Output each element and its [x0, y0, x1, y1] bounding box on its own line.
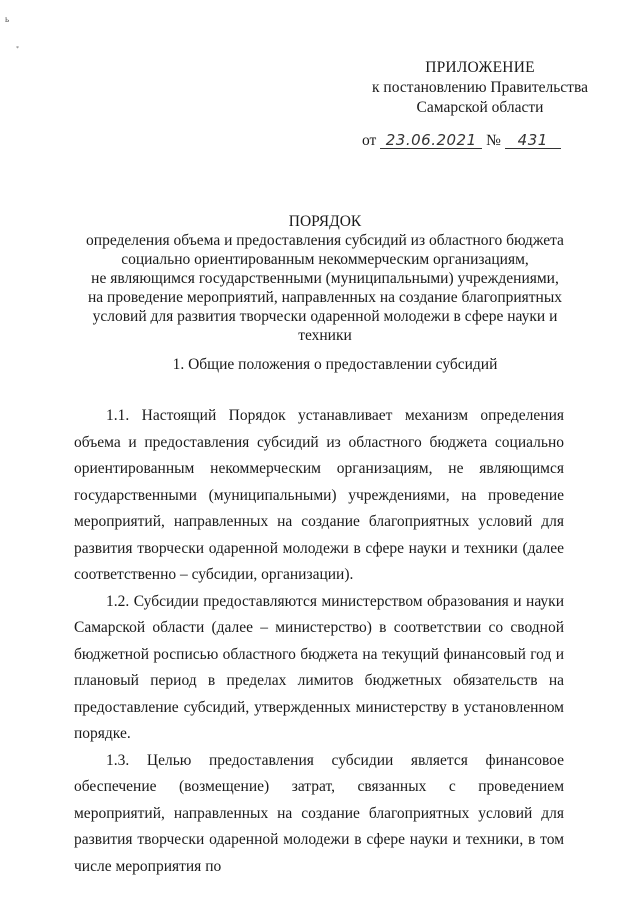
title-line: техники — [298, 327, 352, 344]
title-line: не являющимся государственными (муниципальными) учреждениями, — [91, 270, 559, 287]
title-heading: ПОРЯДОК — [288, 213, 362, 230]
resolution-dateline — [362, 132, 561, 150]
appendix-title: ПРИЛОЖЕНИЕ — [425, 59, 535, 76]
title-line: на проведение мероприятий, направленных на создание благоприятных — [87, 289, 563, 306]
date-prefix: от — [362, 132, 377, 149]
appendix-line-3: Самарской области — [416, 99, 544, 116]
appendix-line-2: к постановлению Правительства — [372, 79, 588, 96]
appendix-header — [330, 58, 630, 118]
scan-artifact-mark: ь — [5, 14, 10, 24]
paragraph-1-3: 1.3. Целью предоставления субсидии является финансовое обеспечение (возмещение) затрат, связанных с проведением мероприятий, направленных на создание благоприятных условий для развития творчески одаренной молодежи в сфере науки и техники, в том числе мероприятия по — [74, 751, 564, 875]
scan-artifact-dot: * — [16, 46, 19, 52]
paragraph-1-2: 1.2. Субсидии предоставляются министерством образования и науки Самарской области (далее – министерство) в соответствии со сводной бюджетной росписью областного бюджета на текущий финансовый год и плановый период в пределах лимитов бюджетных обязательств на предоставление субсидий, утвержденных министерству в установленном порядке. — [74, 592, 564, 742]
document-title — [40, 212, 610, 345]
title-line: социально ориентированным некоммерческим организациям, — [121, 251, 529, 268]
title-line: условий для развития творчески одаренной молодежи в сфере науки и — [92, 308, 558, 325]
handwritten-date: 23.06.2021 — [380, 132, 482, 149]
title-line: определения объема и предоставления субсидий из областного бюджета — [86, 232, 564, 249]
paragraph-1-1: 1.1. Настоящий Порядок устанавливает механизм определения объема и предоставления субсидий из областного бюджета социально ориентированным некоммерческим организациям, не являющимся государственными (муниципальными) учреждениями, на проведение мероприятий, направленных на создание благоприятных условий для развития творчески одаренной молодежи в сфере науки и техники (далее соответственно – субсидии, организации). — [74, 407, 564, 583]
document-body — [74, 403, 564, 880]
handwritten-number: 431 — [505, 132, 561, 149]
number-label: № — [486, 132, 501, 149]
section-heading: 1. Общие положения о предоставлении субсидий — [172, 356, 498, 373]
